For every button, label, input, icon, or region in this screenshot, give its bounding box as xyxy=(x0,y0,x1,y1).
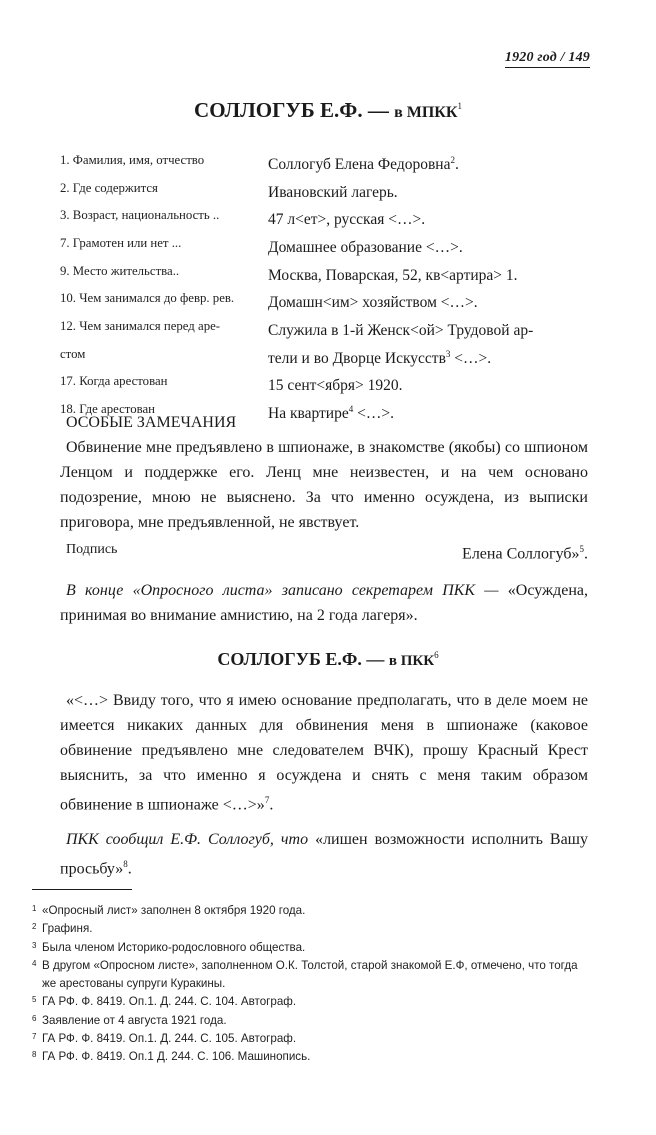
question-label: 17. Когда арестован xyxy=(60,374,168,389)
question-label: 12. Чем занимался перед аре- xyxy=(60,318,221,333)
signature-name: Елена Соллогуб» xyxy=(462,545,580,563)
footnote-text: ГА РФ. Ф. 8419. Оп.1 Д. 244. С. 106. Машинопись. xyxy=(42,1050,311,1064)
footnote-ref: 2 xyxy=(450,155,455,165)
footnote-ref: 1 xyxy=(457,101,462,111)
signature-label: Подпись xyxy=(66,542,118,557)
answer-text xyxy=(268,343,600,371)
footnote xyxy=(32,993,588,1011)
answer-text xyxy=(268,204,600,232)
footnote-text: Была членом Историко-родословного общества. xyxy=(42,940,306,954)
answer-tail: <…>. xyxy=(353,405,394,423)
running-head: 1920 год / 149 xyxy=(505,50,590,68)
answer-main: 47 л<ет>, русская <…>. xyxy=(268,211,426,229)
footnote-text: Графиня. xyxy=(42,922,93,936)
questionnaire-row xyxy=(60,343,600,371)
questionnaire-row xyxy=(60,287,600,315)
answer-text xyxy=(268,149,600,177)
answer-main: тели и во Дворце Искусств xyxy=(268,349,446,367)
heading-destination: в МПКК xyxy=(394,104,458,121)
footnote-number: 1 xyxy=(32,904,37,913)
footnote-number: 3 xyxy=(32,940,37,950)
footnote-ref: 7 xyxy=(264,795,270,805)
reply-para xyxy=(60,827,588,881)
signature-line xyxy=(60,537,588,566)
editorial-note-quote: «Осуждена, принимая во внимание амнистию, на 2 года лагеря». xyxy=(60,582,588,624)
question-label: 3. Возраст, национальность .. xyxy=(60,208,220,223)
question-label: 18. Где арестован xyxy=(60,401,156,416)
questionnaire-row xyxy=(60,315,600,343)
answer-main: Домашн<им> хозяйством <…>. xyxy=(268,294,478,312)
editorial-note-italic: В конце «Опросного листа» записано секретарем ПКК — xyxy=(66,582,499,599)
questionnaire-row xyxy=(60,232,600,260)
answer-text xyxy=(268,260,600,288)
questionnaire-row xyxy=(60,204,600,232)
plea-text-para xyxy=(60,688,588,817)
signature-name-wrap xyxy=(462,537,588,566)
answer-text xyxy=(268,232,600,260)
answer-main: 15 сент<ября> 1920. xyxy=(268,377,403,395)
heading-name: СОЛЛОГУБ Е.Ф. — xyxy=(217,649,385,669)
footnote-number: 2 xyxy=(32,922,37,932)
footnote-ref: 3 xyxy=(445,348,451,359)
answer-tail: <…>. xyxy=(450,349,492,367)
question-label: 1. Фамилия, имя, отчество xyxy=(60,153,205,167)
answer-tail: . xyxy=(454,156,459,174)
heading-destination: в ПКК xyxy=(388,653,435,669)
question-label: стом xyxy=(60,346,86,361)
footnote-ref: 8 xyxy=(123,859,128,869)
editorial-note-para xyxy=(60,578,588,628)
questionnaire-row xyxy=(60,260,600,288)
footnote-rule xyxy=(32,889,132,890)
answer-text xyxy=(268,315,600,343)
footnote-text: ГА РФ. Ф. 8419. Оп.1. Д. 244. С. 105. Автограф. xyxy=(42,1032,297,1046)
footnote-number: 5 xyxy=(32,995,37,1005)
footnotes xyxy=(32,902,588,1067)
special-remarks xyxy=(60,410,588,566)
answer-main: Домашнее образование <…>. xyxy=(268,239,463,257)
answer-text xyxy=(268,370,600,398)
footnote-ref: 5 xyxy=(579,544,584,554)
reply-tail: . xyxy=(127,860,132,878)
answer-text xyxy=(268,287,600,315)
questionnaire-row xyxy=(60,149,600,177)
question-label: 10. Чем занимался до февр. рев. xyxy=(60,291,235,306)
question-label: 7. Грамотен или нет ... xyxy=(60,235,182,250)
questionnaire-row xyxy=(60,370,600,398)
footnote-number: 6 xyxy=(32,1013,37,1023)
answer-text xyxy=(268,177,600,205)
footnote xyxy=(32,1048,588,1066)
footnote-text: ГА РФ. Ф. 8419. Оп.1. Д. 244. С. 104. Автограф. xyxy=(42,995,297,1009)
answer-main: На квартире xyxy=(268,405,349,423)
footnote-number: 7 xyxy=(32,1032,37,1042)
pkk-reply xyxy=(60,827,588,881)
footnote-ref: 6 xyxy=(434,650,439,660)
answer-main: Ивановский лагерь. xyxy=(268,183,398,201)
footnote-number: 8 xyxy=(32,1050,37,1060)
section-heading-pkk xyxy=(0,649,656,670)
footnote xyxy=(32,902,588,920)
footnote xyxy=(32,957,588,994)
plea-text: «<…> Ввиду того, что я имею основание предполагать, что в деле моем не имеется никаких данных для обвинения меня в шпионаже (каковое обвинение предъявлено мне следователем ВЧК), прошу Красный Крест выяснить, за что именно я осуждена и снять с меня таким образом обвинение в шпионаже <…>» xyxy=(60,692,588,814)
footnote-number: 4 xyxy=(32,958,37,968)
footnote-text: «Опросный лист» заполнен 8 октября 1920 года. xyxy=(42,904,306,917)
reply-quote: «лишен возможности исполнить Вашу просьбу» xyxy=(60,831,588,878)
plea-letter xyxy=(60,688,588,817)
signature-tail: . xyxy=(584,545,588,563)
footnote-text: Заявление от 4 августа 1921 года. xyxy=(42,1013,227,1027)
question-label: 2. Где содержится xyxy=(60,180,158,195)
footnote-ref: 4 xyxy=(348,403,354,414)
footnote xyxy=(32,1030,588,1048)
answer-main: Служила в 1-й Женск<ой> Трудовой ар- xyxy=(268,322,534,340)
editorial-note xyxy=(60,578,588,628)
footnote-text: В другом «Опросном листе», заполненном О.К. Толстой, старой знакомой Е.Ф, отмечено, что тогда же арестованы супруги Куракины. xyxy=(42,958,578,991)
special-remarks-text: Обвинение мне предъявлено в шпионаже, в знакомстве (якобы) со шпионом Ленцом и поддержке его. Ленц мне неизвестен, и на чем основано подозрение, мною не выяснено. За что именно осуждена, из выписки приговора, мне предъявленной, не явствует. xyxy=(60,439,588,531)
answer-main: Соллогуб Елена Федоровна xyxy=(268,156,451,174)
questionnaire-row xyxy=(60,177,600,205)
special-remarks-label: ОСОБЫЕ ЗАМЕЧАНИЯ xyxy=(66,414,237,431)
questionnaire xyxy=(60,149,600,426)
answer-main: Москва, Поварская, 52, кв<артира> 1. xyxy=(268,266,518,284)
footnote xyxy=(32,1012,588,1030)
question-label: 9. Место жительства.. xyxy=(60,263,180,278)
plea-tail: . xyxy=(269,796,274,814)
section-heading-mpkk xyxy=(0,98,656,123)
footnote xyxy=(32,920,588,938)
reply-italic: ПКК сообщил Е.Ф. Соллогуб, что xyxy=(66,831,309,848)
heading-name: СОЛЛОГУБ Е.Ф. — xyxy=(194,98,389,122)
footnote xyxy=(32,939,588,957)
